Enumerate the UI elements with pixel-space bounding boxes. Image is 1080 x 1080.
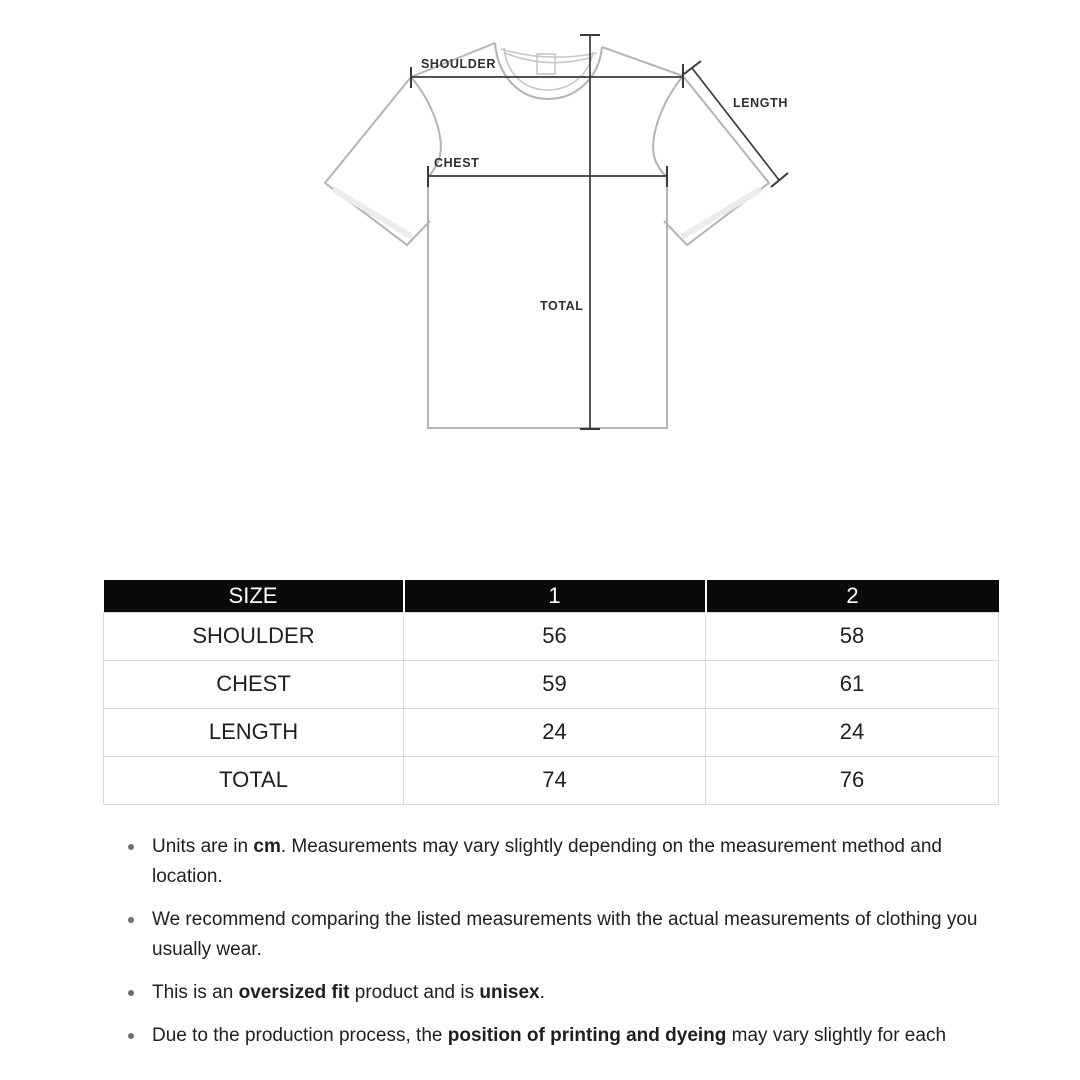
note-text: We recommend comparing the listed measurements with the actual measurements of clothing you usually wear.	[152, 909, 978, 960]
note-text: This is an	[152, 982, 239, 1003]
note-item	[127, 978, 995, 1008]
table-row	[104, 660, 999, 708]
tshirt-outline	[325, 43, 769, 428]
note-text: Units are in	[152, 836, 254, 857]
right-cuff-band	[682, 189, 761, 237]
note-text: product and is	[349, 982, 480, 1003]
label-total: TOTAL	[540, 299, 584, 313]
table-cell: 61	[706, 660, 999, 708]
note-text: Due to the production process, the	[152, 1025, 448, 1046]
table-cell: 58	[706, 612, 999, 660]
table-row-label: TOTAL	[104, 756, 404, 804]
size-table	[103, 580, 998, 805]
table-cell: 59	[404, 660, 706, 708]
note-text: . Measurements may vary slightly depending on the measurement method and location.	[152, 836, 942, 887]
size-1-column-header: 1	[404, 580, 706, 612]
table-cell: 76	[706, 756, 999, 804]
label-shoulder: SHOULDER	[421, 57, 496, 71]
table-row-label: LENGTH	[104, 708, 404, 756]
measurement-lines	[411, 35, 788, 429]
left-sleeve	[325, 77, 430, 245]
left-cuff-band	[333, 189, 412, 237]
size-2-column-header: 2	[706, 580, 999, 612]
right-armhole-seam	[653, 76, 683, 177]
size-guide-notes	[127, 832, 995, 1050]
table-row	[104, 756, 999, 804]
table-cell: 56	[404, 612, 706, 660]
note-item	[127, 1021, 995, 1050]
table-cell: 74	[404, 756, 706, 804]
length-measure-line	[692, 68, 779, 180]
note-text-bold: oversized fit	[238, 982, 350, 1003]
table-cell: 24	[404, 708, 706, 756]
size-table-header	[104, 580, 999, 612]
table-cell: 24	[706, 708, 999, 756]
table-row-label: CHEST	[104, 660, 404, 708]
note-item	[127, 832, 995, 892]
size-column-header: SIZE	[104, 580, 404, 612]
label-length: LENGTH	[733, 96, 788, 110]
note-text-bold: position of printing and dyeing	[447, 1025, 727, 1046]
note-text-bold: cm	[253, 836, 281, 857]
note-text: may vary slightly for each	[726, 1025, 947, 1046]
note-text-bold: unisex	[479, 982, 540, 1003]
table-row-label: SHOULDER	[104, 612, 404, 660]
table-row	[104, 708, 999, 756]
table-row	[104, 612, 999, 660]
note-item	[127, 905, 995, 965]
label-chest: CHEST	[434, 156, 480, 170]
right-shoulder-seam	[602, 47, 683, 76]
note-text: .	[539, 982, 545, 1003]
